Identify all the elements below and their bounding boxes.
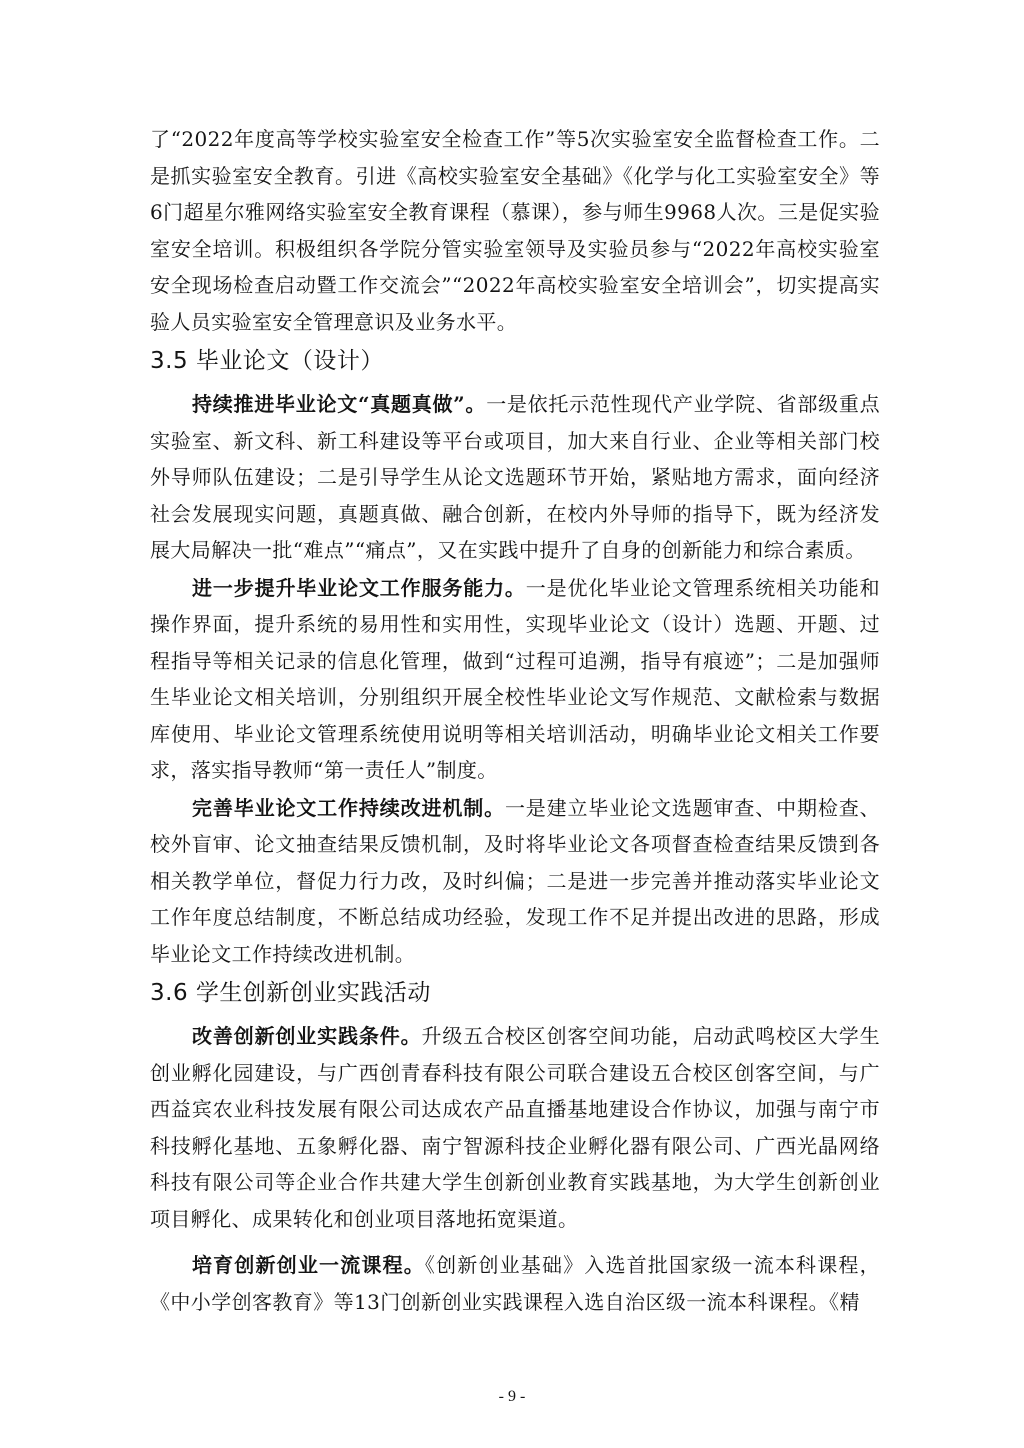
paragraph-thesis-service-capability <box>150 570 880 789</box>
paragraph-lead: 改善创新创业实践条件。 <box>192 1024 422 1048</box>
paragraph-thesis-real-topics <box>150 386 880 569</box>
paragraph-lead: 持续推进毕业论文“真题真做”。 <box>192 392 487 416</box>
paragraph-body: 升级五合校区创客空间功能，启动武鸣校区大学生创业孵化园建设，与广西创青春科技有限公司联合建设五合校区创客空间，与广西益宾农业科技发展有限公司达成农产品直播基地建设合作协议，加强与南宁市科技孵化基地、五象孵化器、南宁智源科技企业孵化器有限公司、广西光晶网络科技有限公司等企业合作共建大学生创新创业教育实践基地，为大学生创新创业项目孵化、成果转化和创业项目落地拓宽渠道。 <box>150 1024 880 1231</box>
paragraph-thesis-improvement-mechanism <box>150 790 880 973</box>
page-number: - 9 - <box>498 1388 526 1405</box>
intro-paragraph: 了“2022年度高等学校实验室安全检查工作”等5次实验室安全监督检查工作。二是抓实验室安全教育。引进《高校实验室安全基础》《化学与化工实验室安全》等6门超星尔雅网络实验室安全教育课程（慕课），参与师生9968人次。三是促实验室安全培训。积极组织各学院分管实验室领导及实验员参与“2022年高校实验室安全现场检查启动暨工作交流会”“2022年高校实验室安全培训会”，切实提高实验人员实验室安全管理意识及业务水平。 <box>150 127 880 334</box>
section-heading-graduation-thesis: 3.5 毕业论文（设计） <box>150 348 384 374</box>
paragraph-body: 一是建立毕业论文选题审查、中期检查、校外盲审、论文抽查结果反馈机制，及时将毕业论文各项督查检查结果反馈到各相关教学单位，督促力行力改，及时纠偏；二是进一步完善并推动落实毕业论文工作年度总结制度，不断总结成功经验，发现工作不足并提出改进的思路，形成毕业论文工作持续改进机制。 <box>150 795 880 966</box>
paragraph-lead: 培育创新创业一流课程。 <box>192 1253 425 1277</box>
paragraph-lead: 进一步提升毕业论文工作服务能力。 <box>192 575 526 600</box>
paragraph-body: 一是依托示范性现代产业学院、省部级重点实验室、新文科、新工科建设等平台或项目，加大来自行业、企业等相关部门校外导师队伍建设；二是引导学生从论文选题环节开始，紧贴地方需求，面向经济社会发展现实问题，真题真做、融合创新，在校内外导师的指导下，既为经济发展大局解决一批“难点”“痛点”，又在实践中提升了自身的创新能力和综合素质。 <box>150 392 880 562</box>
section-heading-innovation-entrepreneurship: 3.6 学生创新创业实践活动 <box>150 980 431 1006</box>
paragraph-body: 《创新创业基础》入选首批国家级一流本科课程，《中小学创客教育》等13门创新创业实践课程入选自治区级一流本科课程。《精 <box>150 1253 880 1314</box>
paragraph-innovation-courses <box>150 1247 880 1320</box>
paragraph-innovation-conditions <box>150 1018 880 1237</box>
page-content <box>150 121 880 1320</box>
paragraph-lead: 完善毕业论文工作持续改进机制。 <box>192 795 505 820</box>
paragraph-body: 一是优化毕业论文管理系统相关功能和操作界面，提升系统的易用性和实用性，实现毕业论文（设计）选题、开题、过程指导等相关记录的信息化管理，做到“过程可追溯，指导有痕迹”；二是加强师生毕业论文相关培训，分别组织开展全校性毕业论文写作规范、文献检索与数据库使用、毕业论文管理系统使用说明等相关培训活动，明确毕业论文相关工作要求，落实指导教师“第一责任人”制度。 <box>150 575 880 782</box>
